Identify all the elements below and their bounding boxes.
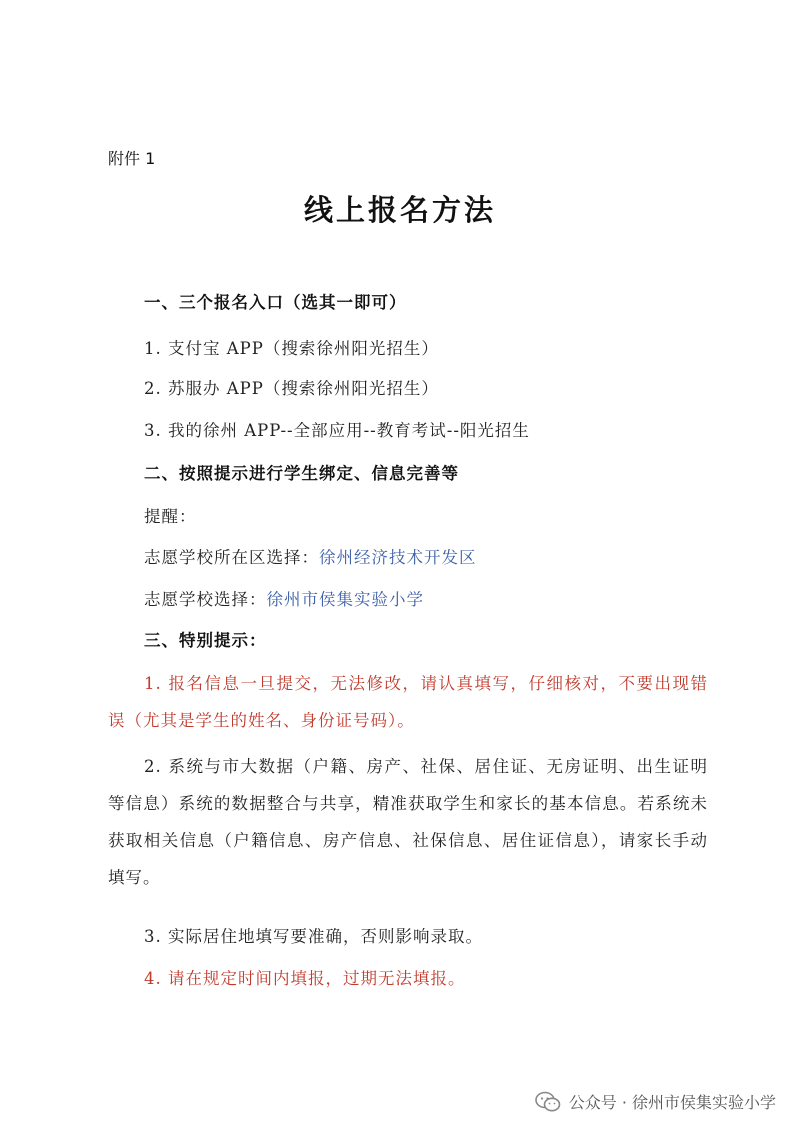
attachment-label: 附件 1 <box>108 149 156 168</box>
entry-item-mine-xuzhou: 3. 我的徐州 APP--全部应用--教育考试--阳光招生 <box>144 421 530 440</box>
district-label: 志愿学校所在区选择： <box>144 548 319 567</box>
footer-text: 公众号 · 徐州市侯集实验小学 <box>568 1093 776 1112</box>
tip-3: 3. 实际居住地填写要准确，否则影响录取。 <box>144 927 483 946</box>
entry-item-sufuban: 2. 苏服办 APP（搜索徐州阳光招生） <box>144 379 439 398</box>
section3-heading: 三、特别提示： <box>144 631 267 650</box>
section2-heading: 二、按照提示进行学生绑定、信息完善等 <box>144 464 459 483</box>
footer-watermark <box>535 1090 776 1113</box>
school-selection-line <box>144 589 424 611</box>
school-value: 徐州市侯集实验小学 <box>266 590 424 609</box>
document-title: 线上报名方法 <box>303 193 496 227</box>
school-label: 志愿学校选择： <box>144 590 267 609</box>
district-value: 徐州经济技术开发区 <box>319 548 477 567</box>
tip-4: 4. 请在规定时间内填报，过期无法填报。 <box>144 969 466 988</box>
reminder-label: 提醒： <box>144 507 197 526</box>
wechat-icon <box>535 1091 561 1113</box>
tip-1: 1. 报名信息一旦提交，无法修改，请认真填写，仔细核对，不要出现错误（尤其是学生的姓名、身份证号码）。 <box>108 674 708 730</box>
section1-heading: 一、三个报名入口（选其一即可） <box>144 293 407 312</box>
tip-2: 2. 系统与市大数据（户籍、房产、社保、居住证、无房证明、出生证明等信息）系统的数据整合与共享，精准获取学生和家长的基本信息。若系统未获取相关信息（户籍信息、房产信息、社保信息、居住证信息），请家长手动填写。 <box>108 757 708 887</box>
district-selection-line <box>144 547 477 569</box>
entry-item-alipay: 1. 支付宝 APP（搜索徐州阳光招生） <box>144 339 439 358</box>
